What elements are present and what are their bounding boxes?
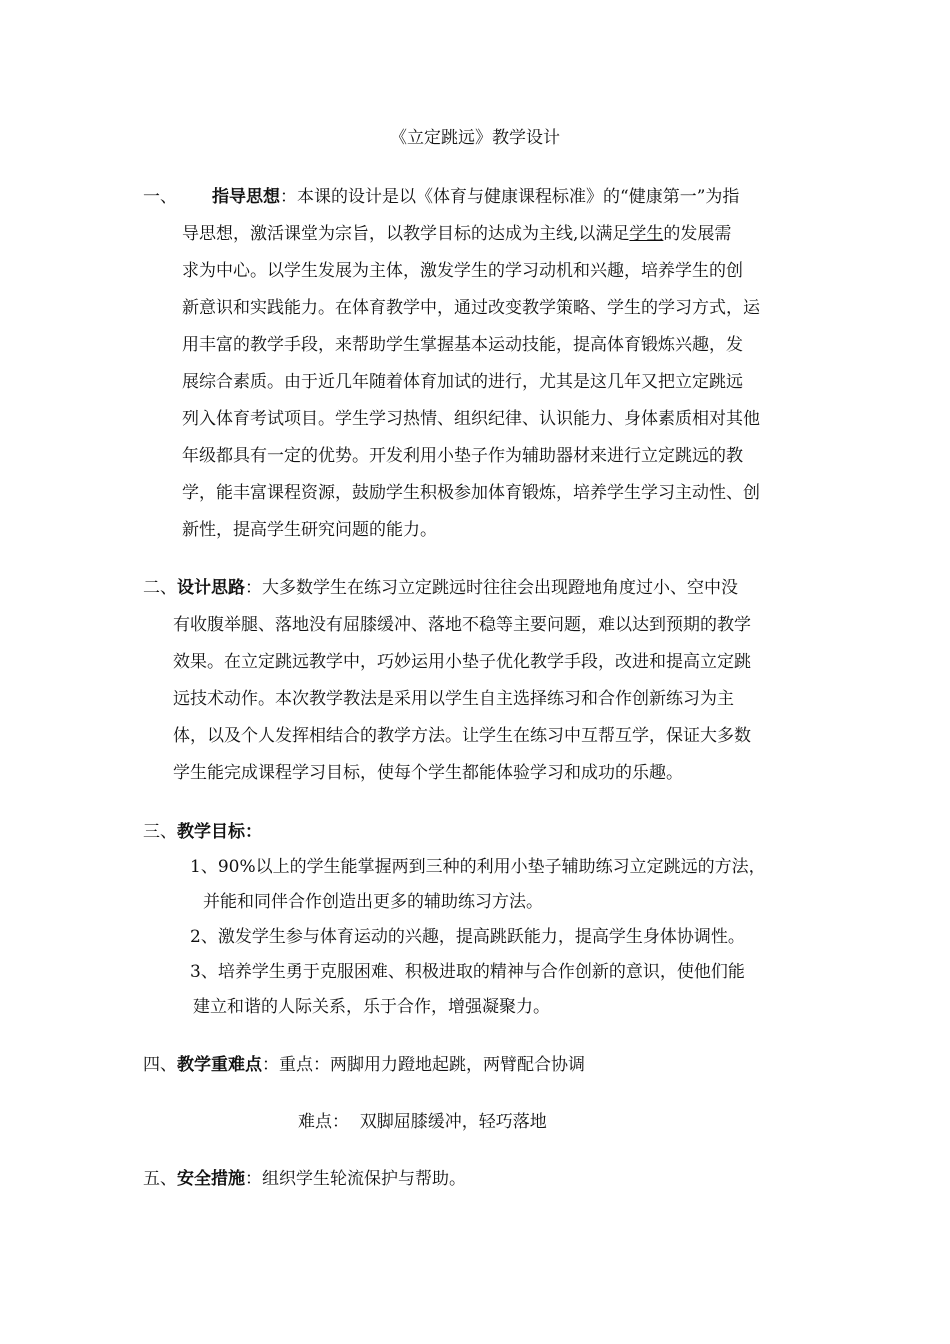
section5-line — [143, 1167, 466, 1191]
section1-line-9: 学，能丰富课程资源，鼓励学生积极参加体育锻炼，培养学生学习主动性、创 — [182, 483, 760, 503]
section1-line-2 — [182, 222, 731, 246]
section2-heading: 设计思路 — [177, 578, 245, 598]
section1-heading: 指导思想 — [212, 187, 280, 207]
section1-line-2-text: 导思想，激活课堂为宗旨，以教学目标的达成为主线,以满足 — [182, 224, 630, 244]
goal-2: 2、激发学生参与体育运动的兴趣，提高跳跃能力，提高学生身体协调性。 — [190, 927, 745, 947]
section3-colon: ： — [245, 822, 262, 842]
section2-line-6: 学生能完成课程学习目标，使每个学生都能体验学习和成功的乐趣。 — [173, 763, 683, 783]
section5-number: 五、 — [143, 1169, 177, 1189]
section2-line-3: 效果。在立定跳远教学中，巧妙运用小垫子优化教学手段，改进和提高立定跳 — [173, 652, 751, 672]
section1-line-8: 年级都具有一定的优势。开发利用小垫子作为辅助器材来进行立定跳远的教 — [182, 446, 743, 466]
goal-1-line-2: 并能和同伴合作创造出更多的辅助练习方法。 — [203, 892, 543, 912]
section1-line-2-end: 的发展需 — [663, 224, 732, 244]
section5-heading: 安全措施 — [177, 1169, 245, 1189]
section5-text: ：组织学生轮流保护与帮助。 — [245, 1169, 466, 1189]
section1-line-10: 新性，提高学生研究问题的能力。 — [182, 520, 437, 540]
section1-line-7: 列入体育考试项目。学生学习热情、组织纪律、认识能力、身体素质相对其他 — [182, 409, 760, 429]
section4-line-1 — [143, 1053, 585, 1077]
goal-1-line-1: 1、90%以上的学生能掌握两到三种的利用小垫子辅助练习立定跳远的方法， — [190, 857, 766, 877]
section1-line-1-text: ：本课的设计是以《体育与健康课程标准》的“健康第一”为指 — [280, 187, 740, 207]
section4-heading: 教学重难点 — [177, 1055, 262, 1075]
section1-line-4: 新意识和实践能力。在体育教学中，通过改变教学策略、学生的学习方式，运 — [182, 298, 760, 318]
section3-heading-line — [143, 820, 262, 844]
section3-number: 三、 — [143, 822, 177, 842]
section1-line-3: 求为中心。以学生发展为主体，激发学生的学习动机和兴趣，培养学生的创 — [182, 261, 743, 281]
section2-line-5: 体，以及个人发挥相结合的教学方法。让学生在练习中互帮互学，保证大多数 — [173, 726, 751, 746]
document-title: 《立定跳远》教学设计 — [390, 128, 560, 148]
section2-line-1 — [143, 576, 738, 600]
section2-number: 二、 — [143, 578, 177, 598]
section4-difficult-point: 难点： 双脚屈膝缓冲，轻巧落地 — [298, 1112, 547, 1132]
section3-heading: 教学目标 — [177, 822, 245, 842]
goal-3-line-1: 3、培养学生勇于克服困难、积极进取的精神与合作创新的意识，使他们能 — [190, 962, 745, 982]
section1-line-1 — [212, 185, 739, 209]
section1-line-6: 展综合素质。由于近几年随着体育加试的进行，尤其是这几年又把立定跳远 — [182, 372, 743, 392]
underlined-student-text: 学生 — [629, 224, 664, 244]
section1-line-5: 用丰富的教学手段，来帮助学生掌握基本运动技能，提高体育锻炼兴趣，发 — [182, 335, 743, 355]
section2-line-4: 远技术动作。本次教学教法是采用以学生自主选择练习和合作创新练习为主 — [173, 689, 734, 709]
section1-number: 一、 — [143, 187, 177, 207]
section2-line-2: 有收腹举腿、落地没有屈膝缓冲、落地不稳等主要问题，难以达到预期的教学 — [173, 615, 751, 635]
goal-3-line-2: 建立和谐的人际关系，乐于合作，增强凝聚力。 — [193, 997, 550, 1017]
section4-number: 四、 — [143, 1055, 177, 1075]
section2-line-1-text: ：大多数学生在练习立定跳远时往往会出现蹬地角度过小、空中没 — [245, 578, 738, 598]
section4-key-point: ：重点：两脚用力蹬地起跳，两臂配合协调 — [262, 1055, 585, 1075]
